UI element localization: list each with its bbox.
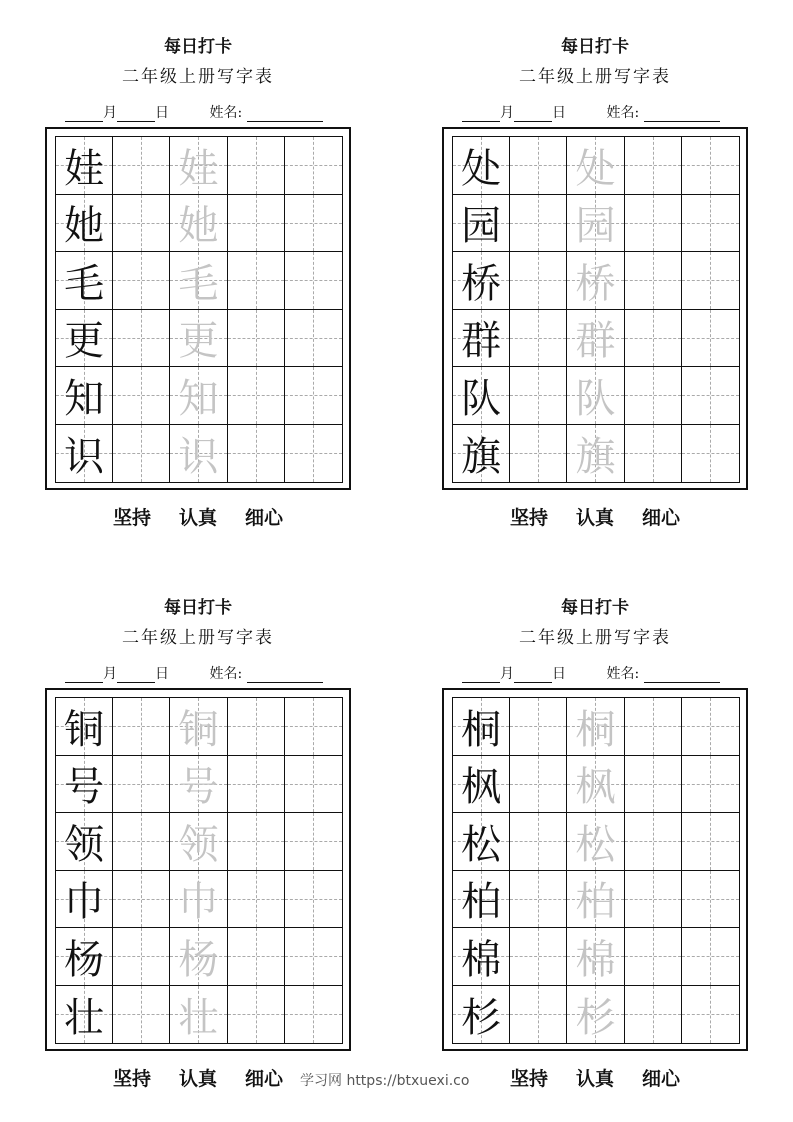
grid-cell[interactable] [113,252,170,310]
writing-grid [55,136,343,483]
grid-cell [453,871,510,929]
name-label: 姓名: [209,105,243,121]
day-label: 日 [552,666,566,682]
grid-cell [170,310,227,368]
grid-cell [567,252,624,310]
grid-cell [567,425,624,483]
footer-word: 坚持 [112,1068,151,1090]
grid-cell[interactable] [625,986,682,1044]
grid-cell [56,928,113,986]
grid-cell[interactable] [228,195,285,253]
model-character: 更 [64,318,105,365]
grid-cell[interactable] [113,367,170,425]
card-footer [45,1064,351,1091]
trace-character: 枫 [575,764,616,811]
grid-cell[interactable] [625,310,682,368]
model-character: 园 [461,203,502,250]
grid-cell[interactable] [228,871,285,929]
grid-cell[interactable] [682,871,739,929]
trace-character: 桥 [575,260,616,307]
grid-cell [56,698,113,756]
grid-cell[interactable] [625,698,682,756]
model-character: 队 [461,375,502,422]
grid-cell [453,252,510,310]
grid-cell [56,252,113,310]
model-character: 识 [64,433,105,480]
model-character: 棉 [461,936,502,983]
name-label: 姓名: [209,666,243,682]
model-character: 群 [461,318,502,365]
card-title: 每日打卡 [164,598,232,618]
model-character: 铜 [64,706,105,753]
grid-cell[interactable] [228,252,285,310]
name-label: 姓名: [606,666,640,682]
trace-character: 娃 [178,145,219,192]
grid-cell [170,928,227,986]
model-character: 杨 [64,936,105,983]
model-character: 旗 [461,433,502,480]
grid-cell[interactable] [113,195,170,253]
grid-cell[interactable] [682,252,739,310]
grid-cell[interactable] [113,425,170,483]
grid-cell[interactable] [682,310,739,368]
grid-cell[interactable] [285,367,342,425]
grid-cell[interactable] [682,756,739,814]
month-label: 月 [103,666,117,682]
footer-word: 认真 [178,507,217,529]
grid-cell [453,195,510,253]
grid-cell[interactable] [228,698,285,756]
grid-cell[interactable] [510,986,567,1044]
grid-cell[interactable] [510,367,567,425]
grid-cell[interactable] [285,928,342,986]
model-character: 杉 [461,994,502,1041]
card-subtitle: 二年级上册写字表 [122,67,274,87]
footer-word: 细心 [245,507,284,529]
model-character: 桥 [461,260,502,307]
grid-cell[interactable] [625,813,682,871]
card-subtitle: 二年级上册写字表 [122,628,274,648]
grid-cell [567,310,624,368]
grid-cell [567,928,624,986]
trace-character: 知 [178,375,219,422]
grid-cell[interactable] [682,137,739,195]
trace-character: 她 [178,203,219,250]
trace-character: 铜 [178,706,219,753]
grid-cell [453,698,510,756]
grid-cell [453,756,510,814]
writing-grid-frame [442,127,748,490]
footer-word: 细心 [642,507,681,529]
model-character: 娃 [64,145,105,192]
model-character: 巾 [64,879,105,926]
grid-cell[interactable] [285,425,342,483]
grid-cell[interactable] [228,310,285,368]
card-footer [442,1064,748,1091]
trace-character: 号 [178,764,219,811]
grid-cell [56,871,113,929]
grid-cell [567,756,624,814]
card-title: 每日打卡 [561,598,629,618]
day-blank[interactable] [514,107,552,122]
grid-cell [453,813,510,871]
trace-character: 更 [178,318,219,365]
date-name-line [65,102,323,122]
trace-character: 柏 [575,879,616,926]
grid-cell [170,871,227,929]
grid-cell [56,367,113,425]
trace-character: 群 [575,318,616,365]
trace-character: 杉 [575,994,616,1041]
month-blank[interactable] [65,668,103,683]
model-character: 毛 [64,260,105,307]
grid-cell[interactable] [625,252,682,310]
grid-cell [170,698,227,756]
month-label: 月 [500,105,514,121]
writing-grid-frame [45,127,351,490]
grid-cell [567,986,624,1044]
month-blank[interactable] [462,107,500,122]
model-character: 壮 [64,994,105,1041]
name-blank[interactable] [644,107,720,122]
grid-cell[interactable] [228,367,285,425]
trace-character: 旗 [575,433,616,480]
trace-character: 处 [575,145,616,192]
grid-cell [56,425,113,483]
grid-cell[interactable] [625,367,682,425]
grid-cell [567,813,624,871]
card-subtitle: 二年级上册写字表 [519,628,671,648]
grid-cell [170,756,227,814]
grid-cell [56,986,113,1044]
grid-cell[interactable] [510,756,567,814]
trace-character: 毛 [178,260,219,307]
grid-cell [170,367,227,425]
grid-cell[interactable] [113,813,170,871]
trace-character: 队 [575,375,616,422]
date-name-line [65,663,323,683]
writing-grid [55,697,343,1044]
grid-cell [567,195,624,253]
name-label: 姓名: [606,105,640,121]
grid-cell [567,698,624,756]
grid-cell[interactable] [285,871,342,929]
grid-cell[interactable] [285,813,342,871]
grid-cell [170,137,227,195]
grid-cell[interactable] [510,195,567,253]
grid-cell[interactable] [113,986,170,1044]
date-name-line [462,663,720,683]
grid-cell[interactable] [625,425,682,483]
trace-character: 桐 [575,706,616,753]
grid-cell[interactable] [625,756,682,814]
grid-cell [567,137,624,195]
day-blank[interactable] [117,668,155,683]
grid-cell[interactable] [682,425,739,483]
grid-cell [170,425,227,483]
model-character: 柏 [461,879,502,926]
grid-cell[interactable] [510,871,567,929]
month-blank[interactable] [65,107,103,122]
grid-cell[interactable] [510,698,567,756]
grid-cell [56,813,113,871]
grid-cell [453,310,510,368]
footer-word: 认真 [178,1068,217,1090]
grid-cell [170,813,227,871]
card-title: 每日打卡 [561,37,629,57]
grid-cell[interactable] [228,986,285,1044]
grid-cell[interactable] [285,698,342,756]
model-character: 号 [64,764,105,811]
card-footer [442,503,748,530]
day-label: 日 [552,105,566,121]
grid-cell[interactable] [113,756,170,814]
grid-cell[interactable] [510,137,567,195]
grid-cell[interactable] [285,986,342,1044]
grid-cell [56,137,113,195]
writing-grid [452,697,740,1044]
model-character: 知 [64,375,105,422]
grid-cell [170,252,227,310]
card-title: 每日打卡 [164,37,232,57]
grid-cell[interactable] [682,698,739,756]
grid-cell[interactable] [228,137,285,195]
model-character: 松 [461,821,502,868]
grid-cell[interactable] [625,871,682,929]
grid-cell [56,310,113,368]
trace-character: 园 [575,203,616,250]
grid-cell[interactable] [228,425,285,483]
model-character: 枫 [461,764,502,811]
card-footer [45,503,351,530]
grid-cell[interactable] [682,986,739,1044]
footer-word: 坚持 [509,1068,548,1090]
grid-cell [453,367,510,425]
grid-cell[interactable] [285,310,342,368]
grid-cell[interactable] [510,252,567,310]
grid-cell [56,195,113,253]
grid-cell[interactable] [625,195,682,253]
model-character: 桐 [461,706,502,753]
card-subtitle: 二年级上册写字表 [519,67,671,87]
trace-character: 领 [178,821,219,868]
grid-cell [170,195,227,253]
footer-word: 认真 [575,1068,614,1090]
trace-character: 识 [178,433,219,480]
grid-cell[interactable] [625,137,682,195]
month-label: 月 [500,666,514,682]
month-label: 月 [103,105,117,121]
writing-grid-frame [45,688,351,1051]
grid-cell[interactable] [625,928,682,986]
grid-cell[interactable] [113,310,170,368]
watermark: 学习网 https://btxuexi.co [300,1073,470,1089]
grid-cell [567,871,624,929]
trace-character: 巾 [178,879,219,926]
grid-cell[interactable] [285,756,342,814]
grid-cell[interactable] [285,252,342,310]
grid-cell [453,425,510,483]
grid-cell [453,137,510,195]
name-blank[interactable] [644,668,720,683]
grid-cell[interactable] [682,195,739,253]
grid-cell[interactable] [682,813,739,871]
grid-cell[interactable] [228,756,285,814]
grid-cell[interactable] [228,813,285,871]
grid-cell [56,756,113,814]
grid-cell[interactable] [113,928,170,986]
day-label: 日 [155,105,169,121]
date-name-line [462,102,720,122]
grid-cell[interactable] [510,813,567,871]
model-character: 她 [64,203,105,250]
grid-cell [453,928,510,986]
day-label: 日 [155,666,169,682]
grid-cell[interactable] [113,698,170,756]
grid-cell [170,986,227,1044]
footer-word: 认真 [575,507,614,529]
footer-word: 坚持 [509,507,548,529]
day-blank[interactable] [117,107,155,122]
trace-character: 棉 [575,936,616,983]
trace-character: 壮 [178,994,219,1041]
grid-cell[interactable] [285,137,342,195]
trace-character: 杨 [178,936,219,983]
month-blank[interactable] [462,668,500,683]
model-character: 处 [461,145,502,192]
writing-grid [452,136,740,483]
model-character: 领 [64,821,105,868]
footer-word: 细心 [642,1068,681,1090]
grid-cell[interactable] [113,871,170,929]
trace-character: 松 [575,821,616,868]
grid-cell[interactable] [510,310,567,368]
grid-cell[interactable] [682,928,739,986]
writing-grid-frame [442,688,748,1051]
footer-word: 细心 [245,1068,284,1090]
name-blank[interactable] [247,107,323,122]
grid-cell [453,986,510,1044]
footer-word: 坚持 [112,507,151,529]
grid-cell[interactable] [285,195,342,253]
grid-cell [567,367,624,425]
grid-cell[interactable] [510,425,567,483]
grid-cell[interactable] [510,928,567,986]
grid-cell[interactable] [682,367,739,425]
day-blank[interactable] [514,668,552,683]
grid-cell[interactable] [228,928,285,986]
name-blank[interactable] [247,668,323,683]
grid-cell[interactable] [113,137,170,195]
